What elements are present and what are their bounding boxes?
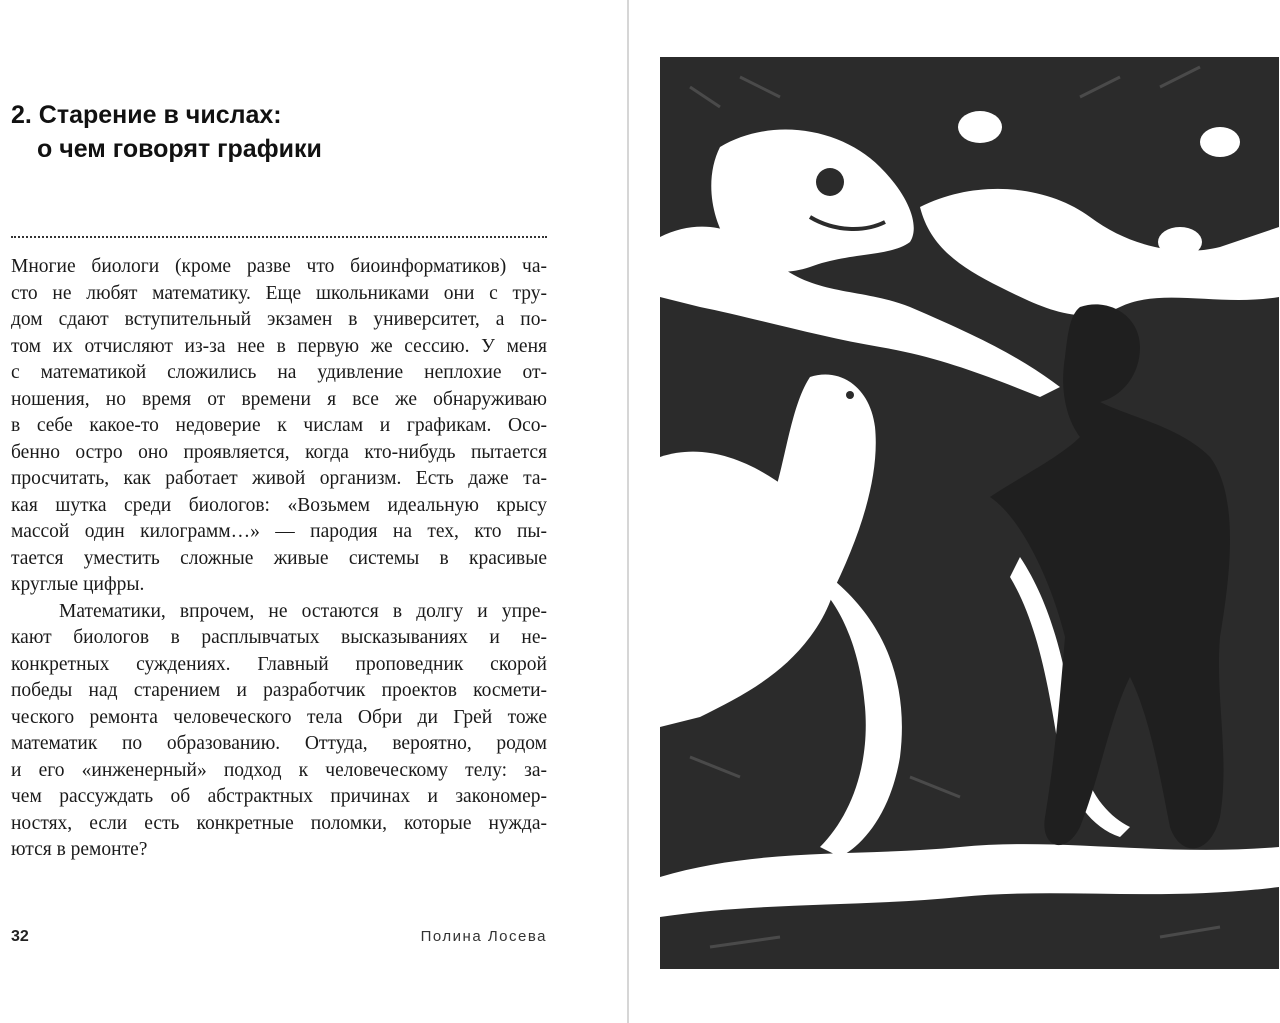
body-text bbox=[11, 254, 547, 864]
left-page bbox=[0, 0, 628, 1023]
chapter-title-line-1: 2. Старение в числах: bbox=[11, 101, 282, 129]
text-line: том их отчисляют из-за нее в первую же сессию. У меня bbox=[11, 335, 547, 357]
text-line: и его «инженерный» подход к человеческому телу: за- bbox=[11, 759, 547, 781]
text-line: круглые цифры. bbox=[11, 574, 145, 595]
text-line: чем рассуждать об абстрактных причинах и закономер- bbox=[11, 786, 547, 807]
text-line: в себе какое-то недоверие к числам и графикам. Осо- bbox=[11, 415, 547, 436]
text-line: просчитать, как работает живой организм. Есть даже та- bbox=[11, 468, 547, 489]
text-line: с математикой сложились на удивление неплохие от- bbox=[11, 362, 547, 383]
text-line: массой один килограмм…» — пародия на тех, кто пы- bbox=[11, 521, 547, 542]
text-line: победы над старением и разработчик проектов космети- bbox=[11, 680, 547, 701]
text-line: ются в ремонте? bbox=[11, 839, 148, 860]
text-line: Математики, впрочем, не остаются в долгу и упре- bbox=[59, 600, 547, 622]
chapter-title-line-2: о чем говорят графики bbox=[37, 135, 322, 163]
text-line: бенно остро оно проявляется, когда кто-нибудь пытается bbox=[11, 441, 547, 463]
text-line: ностях, если есть конкретные поломки, которые нужда- bbox=[11, 812, 547, 834]
text-line: ношения, но время от времени я все же обнаруживаю bbox=[11, 388, 547, 410]
page-number: 32 bbox=[11, 928, 29, 945]
running-footer-author: Полина Лосева bbox=[420, 928, 547, 945]
text-line: математик по образованию. Оттуда, вероятно, родом bbox=[11, 733, 547, 754]
text-line: дом сдают вступительный экзамен в университет, а по- bbox=[11, 309, 547, 330]
text-line: конкретных суждениях. Главный проповедник скорой bbox=[11, 653, 547, 675]
text-line: кают биологов в расплывчатых высказываниях и не- bbox=[11, 627, 547, 648]
dotted-divider bbox=[11, 236, 547, 238]
text-line: тается уместить сложные живые системы в красивые bbox=[11, 547, 547, 569]
illustration-artwork bbox=[660, 57, 1279, 969]
text-line: ческого ремонта человеческого тела Обри ди Грей тоже bbox=[11, 706, 547, 728]
text-line: Многие биологи (кроме разве что биоинформатиков) ча- bbox=[11, 256, 547, 277]
chapter-title bbox=[11, 98, 571, 166]
text-line: кая шутка среди биологов: «Возьмем идеальную крысу bbox=[11, 494, 547, 516]
linocut-illustration bbox=[660, 57, 1279, 969]
text-line: сто не любят математику. Еще школьниками они с тру- bbox=[11, 282, 547, 304]
